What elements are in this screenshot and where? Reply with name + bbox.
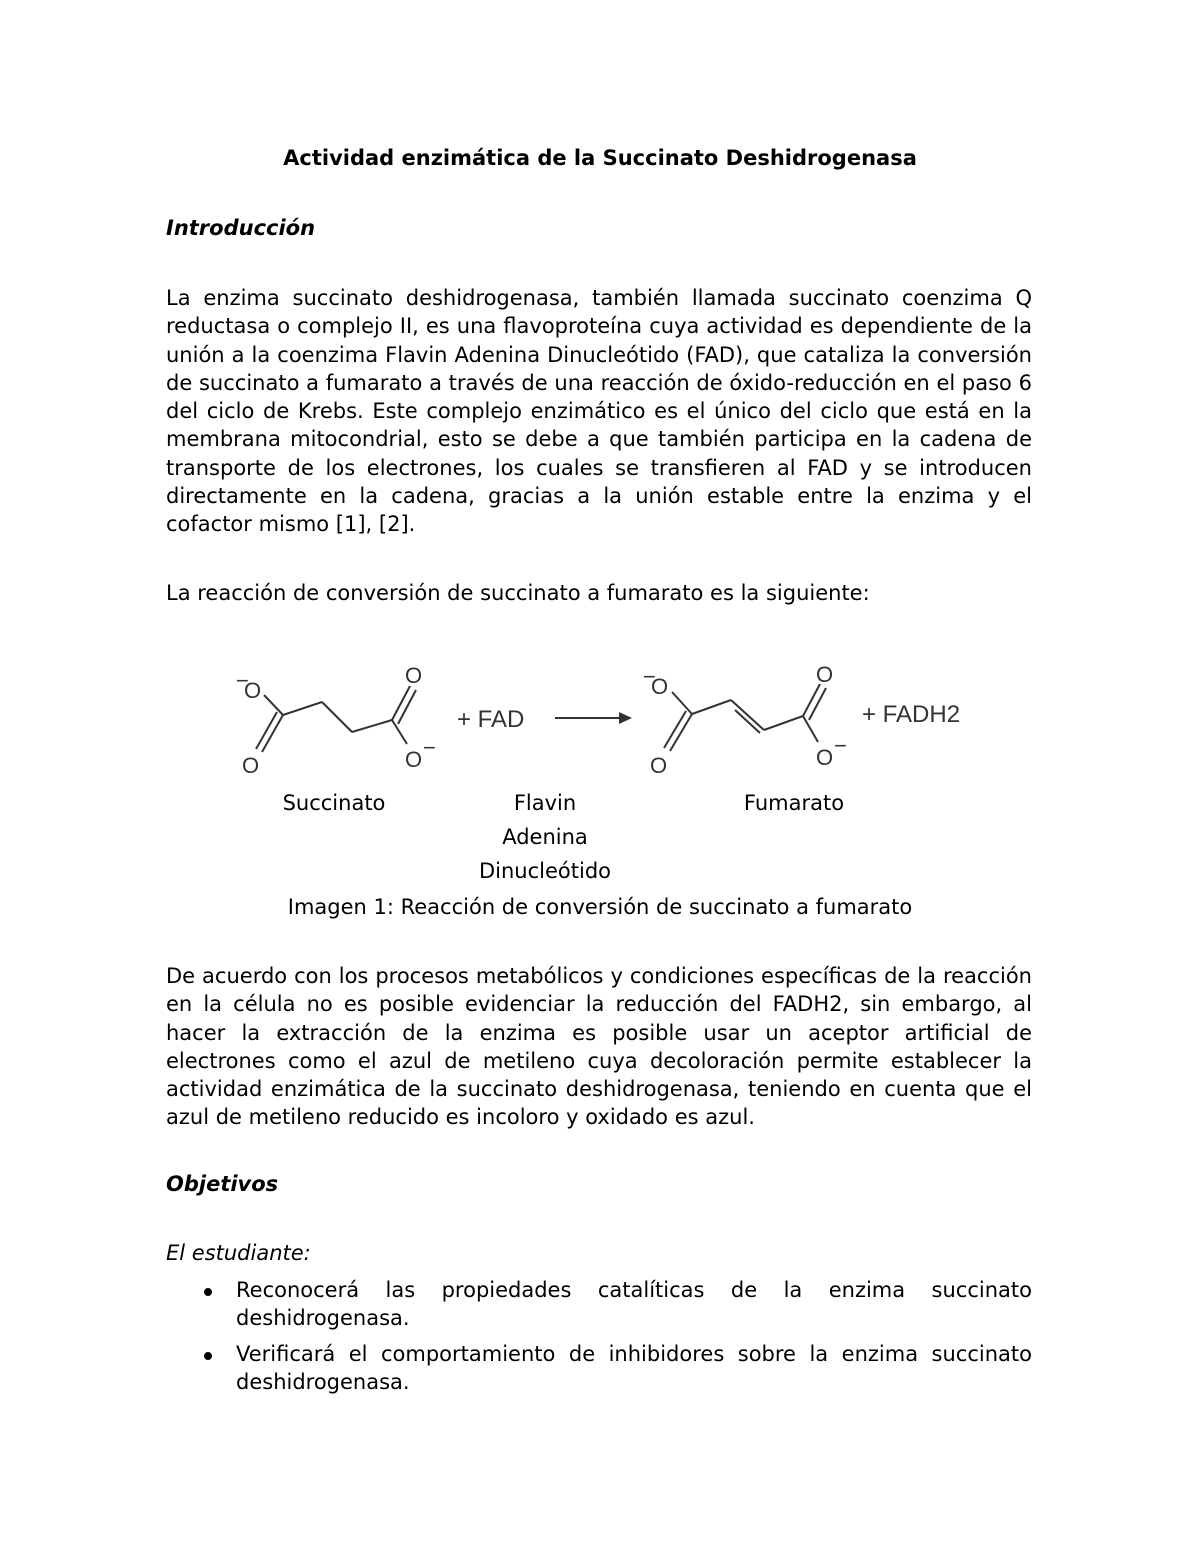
atom-o: −: [236, 668, 249, 693]
bond: [803, 716, 818, 742]
label-dinucleotido: Dinucleótido: [478, 859, 612, 883]
bond: [392, 720, 407, 744]
plus-fadh2: + FADH2: [862, 701, 961, 728]
bond: [672, 692, 692, 714]
bond: [735, 710, 760, 733]
bond: [809, 688, 826, 720]
atom-o: O: [244, 678, 262, 703]
atom-o: O: [650, 753, 668, 778]
label-adenina: Adenina: [502, 825, 588, 849]
label-succinato: Succinato: [282, 791, 386, 815]
atom-o: −: [423, 735, 436, 760]
bond: [264, 695, 283, 715]
figure-caption: Imagen 1: Reacción de conversión de succinato a fumarato: [287, 895, 913, 919]
bond: [803, 684, 820, 716]
introduccion-heading: Introducción: [166, 216, 316, 240]
bullet-icon: [204, 1288, 212, 1296]
reaction-figure: [0, 640, 1200, 800]
reaction-intro-text: La reacción de conversión de succinato a fumarato es la siguiente:: [166, 581, 870, 605]
atom-o: O: [816, 662, 834, 687]
list-item-text: Reconocerá las propiedades catalíticas de la enzima succinato deshidrogenasa.: [236, 1278, 1032, 1331]
label-fumarato: Fumarato: [743, 791, 845, 815]
introduccion-paragraph: La enzima succinato deshidrogenasa, también llamada succinato coenzima Q reductasa o complejo II, es una flavoproteína cuya actividad es dependiente de la unión a la coenzima Flavin Adenina Dinucleótido (FAD), que cataliza la conversión de succinato a fumarato a través de una reacción de óxido-reducción en el paso 6 del ciclo de Krebs. Este complejo enzimático es el único del ciclo que está en la membrana mitocondrial, esto se debe a que también participa en la cadena de transporte de los electrones, los cuales se transfieren al FAD y se introducen directamente en la cadena, gracias a la unión estable entre la enzima y el cofactor mismo [1], [2].: [166, 286, 1032, 537]
atom-o: O: [242, 753, 260, 778]
bond: [731, 700, 764, 730]
bullet-icon: [204, 1352, 212, 1360]
list-item: [166, 1340, 1032, 1397]
atom-o: O: [651, 674, 669, 699]
paragraph-2: De acuerdo con los procesos metabólicos y condiciones específicas de la reacción en la célula no es posible evidenciar la reducción del FADH2, sin embargo, al hacer la extracción de la enzima es posible usar un aceptor artificial de electrones como el azul de metileno cuya decoloración permite establecer la actividad enzimática de la succinato deshidrogenasa, teniendo en cuenta que el azul de metileno reducido es incoloro y oxidado es azul.: [166, 964, 1032, 1130]
bond: [764, 716, 803, 730]
atom-o: O: [816, 745, 834, 770]
label-flavin: Flavin: [513, 791, 577, 815]
atom-o: O: [405, 663, 423, 688]
atom-o: −: [643, 664, 656, 689]
bond: [352, 720, 392, 732]
bond: [392, 686, 410, 720]
arrow-head: [619, 712, 632, 724]
atom-o: −: [834, 733, 847, 758]
plus-fad: + FAD: [457, 706, 525, 733]
objetivos-list: [166, 1276, 1032, 1403]
atom-o: O: [405, 747, 423, 772]
objetivos-heading: Objetivos: [166, 1172, 279, 1196]
bond: [283, 702, 322, 715]
bond: [692, 700, 731, 714]
document-title: Actividad enzimática de la Succinato Deshidrogenasa: [283, 146, 917, 170]
bond: [322, 702, 352, 732]
bond: [398, 690, 416, 724]
list-item: [166, 1276, 1032, 1333]
list-item-text: Verificará el comportamiento de inhibidores sobre la enzima succinato deshidrogenasa.: [236, 1341, 1032, 1394]
objetivos-subheading: El estudiante:: [166, 1241, 311, 1265]
